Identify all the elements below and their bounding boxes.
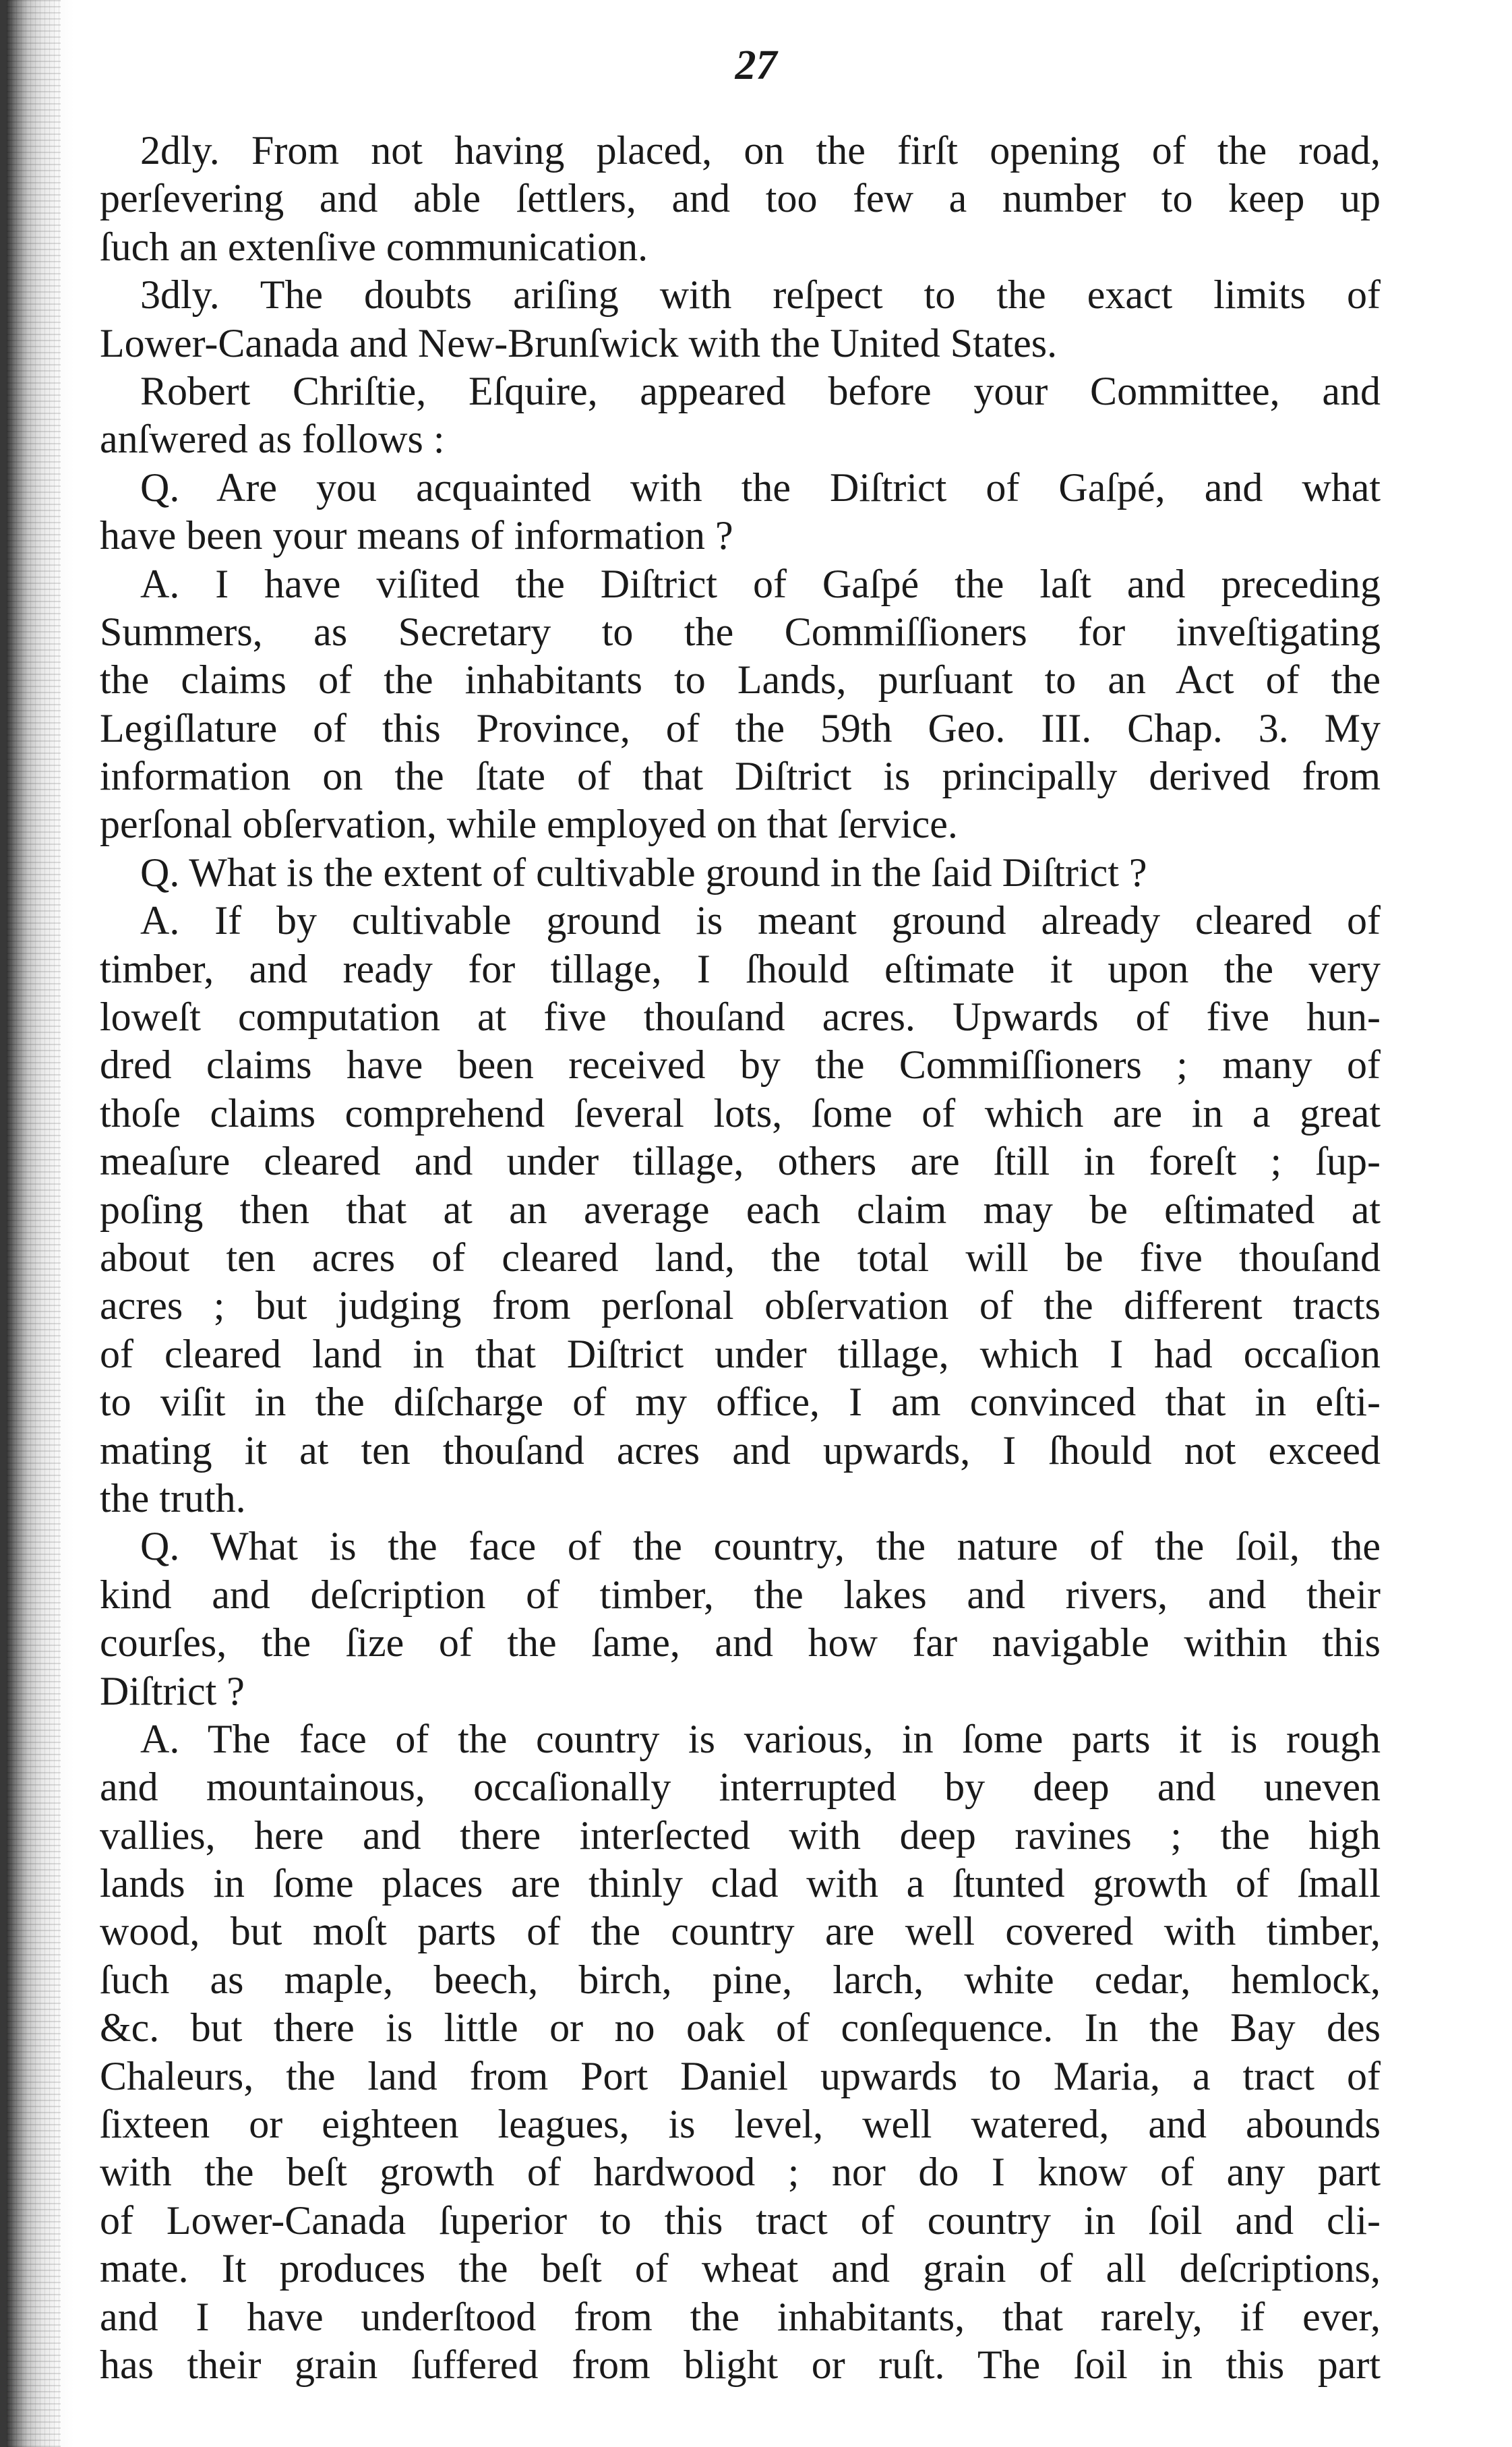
text-line: and mountainous, occaſionally interrupted by deep and uneven	[100, 1765, 1381, 1810]
text-line: Q. What is the extent of cultivable ground in the ſaid Diſtrict ?	[140, 850, 1147, 895]
text-line: A. The face of the country is various, in ſome parts it is rough	[140, 1716, 1381, 1761]
text-line: kind and deſcription of timber, the lakes and rivers, and their	[100, 1572, 1381, 1617]
text-line: anſwered as follows :	[100, 417, 445, 462]
text-line: and I have underſtood from the inhabitants, that rarely, if ever,	[100, 2294, 1381, 2339]
text-line: dred claims have been received by the Commiſſioners ; many of	[100, 1042, 1381, 1088]
text-line: timber, and ready for tillage, I ſhould eſtimate it upon the very	[100, 946, 1381, 991]
text-line: Lower-Canada and New-Brunſwick with the United States.	[100, 320, 1058, 365]
text-line: poſing then that at an average each claim may be eſtimated at	[100, 1187, 1381, 1232]
text-line: perſonal obſervation, while employed on that ſervice.	[100, 802, 958, 847]
text-line: 2dly. From not having placed, on the firſt opening of the road,	[140, 128, 1381, 173]
text-line: mating it at ten thouſand acres and upwards, I ſhould not exceed	[100, 1427, 1381, 1473]
text-line: information on the ſtate of that Diſtrict is principally derived from	[100, 754, 1381, 799]
text-line: thoſe claims comprehend ſeveral lots, ſome of which are in a great	[100, 1090, 1381, 1136]
text-line: Q. What is the face of the country, the nature of the ſoil, the	[140, 1524, 1381, 1569]
text-line: Chaleurs, the land from Port Daniel upwards to Maria, a tract of	[100, 2053, 1381, 2098]
text-line: Diſtrict ?	[100, 1668, 245, 1713]
text-line: lands in ſome places are thinly clad with a ſtunted growth of ſmall	[100, 1861, 1381, 1906]
text-line: loweſt computation at five thouſand acres. Upwards of five hun-	[100, 995, 1381, 1040]
text-line: acres ; but judging from perſonal obſervation of the different tracts	[100, 1283, 1381, 1328]
text-line: the claims of the inhabitants to Lands, purſuant to an Act of the	[100, 657, 1381, 703]
text-line: the truth.	[100, 1475, 246, 1521]
text-line: of Lower-Canada ſuperior to this tract of country in ſoil and cli-	[100, 2198, 1381, 2243]
text-line: about ten acres of cleared land, the total will be five thouſand	[100, 1235, 1381, 1280]
text-line: of cleared land in that Diſtrict under tillage, which I had occaſion	[100, 1331, 1381, 1376]
body-text	[100, 127, 1381, 2389]
text-line: 3dly. The doubts ariſing with reſpect to the exact limits of	[140, 272, 1381, 318]
page-number: 27	[735, 42, 777, 88]
text-line: vallies, here and there interſected with deep ravines ; the high	[100, 1812, 1381, 1858]
text-line: A. I have viſited the Diſtrict of Gaſpé the laſt and preceding	[140, 561, 1381, 606]
text-line: Robert Chriſtie, Eſquire, appeared before your Committee, and	[140, 368, 1381, 413]
text-line: has their grain ſuffered from blight or ruſt. The ſoil in this part	[100, 2342, 1381, 2387]
text-line: with the beſt growth of hardwood ; nor do I know of any part	[100, 2150, 1381, 2195]
text-line: Q. Are you acquainted with the Diſtrict of Gaſpé, and what	[140, 465, 1381, 510]
text-line: &c. but there is little or no oak of conſequence. In the Bay des	[100, 2005, 1381, 2051]
text-line: courſes, the ſize of the ſame, and how far navigable within this	[100, 1620, 1381, 1665]
text-line: wood, but moſt parts of the country are well covered with timber,	[100, 1909, 1381, 1954]
text-line: ſuch an extenſive communication.	[100, 224, 648, 269]
text-line: mate. It produces the beſt of wheat and grain of all deſcriptions,	[100, 2246, 1381, 2291]
binding-texture	[7, 0, 61, 2447]
text-line: Summers, as Secretary to the Commiſſioners for inveſtigating	[100, 609, 1381, 654]
text-line: have been your means of information ?	[100, 513, 733, 558]
text-line: ſuch as maple, beech, birch, pine, larch, white cedar, hemlock,	[100, 1957, 1381, 2002]
text-line: Legiſlature of this Province, of the 59th Geo. III. Chap. 3. My	[100, 705, 1381, 750]
text-line: meaſure cleared and under tillage, others are ſtill in foreſt ; ſup-	[100, 1139, 1381, 1184]
text-line: ſixteen or eighteen leagues, is level, well watered, and abounds	[100, 2102, 1381, 2147]
text-line: perſevering and able ſettlers, and too few a number to keep up	[100, 176, 1381, 221]
text-line: to viſit in the diſcharge of my office, I am convinced that in eſti-	[100, 1380, 1381, 1425]
text-line: A. If by cultivable ground is meant ground already cleared of	[140, 898, 1381, 943]
